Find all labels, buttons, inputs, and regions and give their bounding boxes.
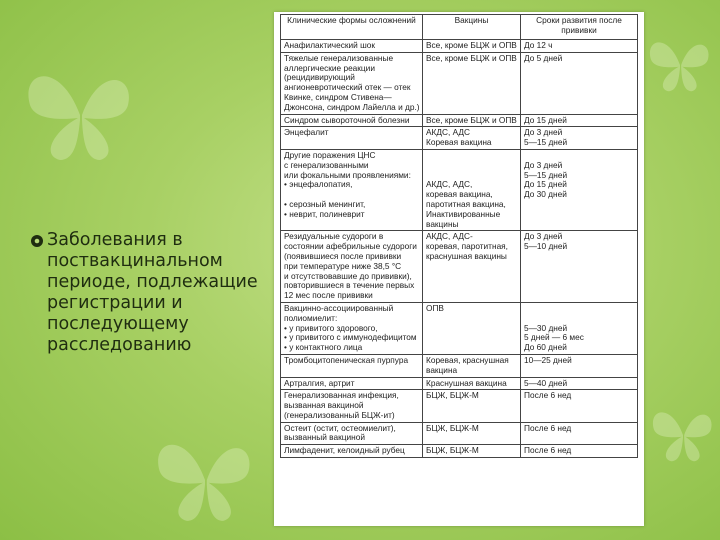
cell-line: Энцефалит bbox=[284, 127, 329, 138]
gear-bullet-icon bbox=[30, 234, 44, 248]
bullet-text-line: расследованию bbox=[47, 335, 192, 355]
cell-vaccine bbox=[423, 354, 521, 377]
table-row bbox=[281, 231, 638, 303]
cell-line: Лимфаденит, келоидный рубец bbox=[284, 445, 405, 456]
cell-line: До 3 дней bbox=[524, 231, 563, 242]
cell-line: и отсутствовавшие до прививки), bbox=[284, 270, 412, 281]
cell-line: при температуре ниже 38,5 °C bbox=[284, 260, 402, 271]
cell-line: (появившиеся после прививки bbox=[284, 250, 402, 261]
cell-line: Остеит (остит, остеомиелит), bbox=[284, 422, 396, 433]
cell-form bbox=[281, 377, 423, 390]
cell-term bbox=[521, 354, 638, 377]
butterfly-decoration-icon bbox=[20, 60, 140, 170]
cell-term bbox=[521, 302, 638, 354]
cell-form bbox=[281, 231, 423, 303]
cell-line: Резидуальные судороги в bbox=[284, 231, 384, 242]
cell-form bbox=[281, 127, 423, 150]
cell-form bbox=[281, 390, 423, 422]
table-header-row bbox=[281, 15, 638, 40]
cell-line: вызванный вакциной bbox=[284, 432, 365, 443]
cell-line: До 15 дней bbox=[524, 179, 567, 190]
header-forms: Клинические формы осложнений bbox=[281, 15, 423, 40]
table-row bbox=[281, 445, 638, 458]
cell-line: Анафилактический шок bbox=[284, 40, 375, 50]
table-row bbox=[281, 390, 638, 422]
cell-line: Квинке, синдром Стивена— bbox=[284, 91, 392, 102]
cell-line: 12 мес после прививки bbox=[284, 290, 373, 301]
cell-line: Тяжелые генерализованные bbox=[284, 52, 394, 63]
cell-line: Коревая вакцина bbox=[426, 137, 492, 148]
cell-line: аллергические реакции bbox=[284, 62, 375, 73]
cell-vaccine bbox=[423, 52, 521, 114]
cell-term bbox=[521, 40, 638, 53]
butterfly-decoration-icon bbox=[645, 30, 715, 100]
cell-line: полиомиелит: bbox=[284, 312, 338, 323]
complications-table bbox=[280, 14, 638, 458]
cell-line: БЦЖ, БЦЖ-М bbox=[426, 422, 479, 433]
cell-line: До 15 дней bbox=[524, 114, 567, 125]
cell-line: АКДС, АДС bbox=[426, 127, 471, 138]
cell-form bbox=[281, 445, 423, 458]
table-row bbox=[281, 127, 638, 150]
cell-line: или фокальными проявлениями: bbox=[284, 169, 411, 180]
cell-line: повторившиеся в течение первых bbox=[284, 280, 415, 291]
cell-form bbox=[281, 52, 423, 114]
cell-line: Артралгия, артрит bbox=[284, 377, 355, 388]
cell-line: Коревая, краснушная bbox=[426, 354, 509, 365]
cell-line: Все, кроме БЦЖ и ОПВ bbox=[426, 52, 517, 63]
header-terms: Сроки развития после прививки bbox=[521, 15, 638, 40]
cell-line: • у привитого здорового, bbox=[284, 322, 378, 333]
cell-line bbox=[426, 151, 517, 161]
cell-line: 5—40 дней bbox=[524, 377, 568, 388]
cell-line: коревая вакцина, bbox=[426, 189, 493, 200]
cell-line: Другие поражения ЦНС bbox=[284, 149, 376, 160]
cell-line: Вакцинно-ассоциированный bbox=[284, 302, 394, 313]
bullet-point bbox=[30, 230, 260, 356]
cell-form bbox=[281, 114, 423, 127]
cell-line: (генерализованный БЦЖ-ит) bbox=[284, 409, 395, 420]
cell-line: АКДС, АДС, bbox=[426, 179, 473, 190]
cell-term bbox=[521, 377, 638, 390]
cell-line: БЦЖ, БЦЖ-М bbox=[426, 445, 479, 456]
cell-term bbox=[521, 52, 638, 114]
cell-line bbox=[524, 304, 634, 314]
table-row bbox=[281, 354, 638, 377]
header-vaccines: Вакцины bbox=[423, 15, 521, 40]
cell-vaccine bbox=[423, 302, 521, 354]
cell-line: 10—25 дней bbox=[524, 354, 572, 365]
bullet-text-line: последующему bbox=[47, 314, 189, 334]
bullet-text-line: регистрации и bbox=[47, 293, 183, 313]
cell-line: 5 дней — 6 мес bbox=[524, 332, 584, 343]
table-row bbox=[281, 40, 638, 53]
cell-line: До 12 ч bbox=[524, 40, 553, 50]
cell-line: До 60 дней bbox=[524, 342, 567, 353]
cell-line: До 5 дней bbox=[524, 52, 563, 63]
table-row bbox=[281, 377, 638, 390]
cell-term bbox=[521, 445, 638, 458]
cell-line: Генерализованная инфекция, bbox=[284, 390, 399, 401]
cell-line: • энцефалопатия, bbox=[284, 179, 353, 190]
scanned-table-page bbox=[274, 12, 644, 526]
cell-line: До 3 дней bbox=[524, 159, 563, 170]
cell-line: • у контактного лица bbox=[284, 342, 363, 353]
cell-line: паротитная вакцина, bbox=[426, 198, 506, 209]
cell-vaccine bbox=[423, 127, 521, 150]
cell-term bbox=[521, 231, 638, 303]
cell-vaccine bbox=[423, 422, 521, 445]
cell-line: краснушная вакцины bbox=[426, 250, 507, 261]
cell-line: ангионевротический отек — отек bbox=[284, 82, 411, 93]
cell-vaccine bbox=[423, 445, 521, 458]
cell-term bbox=[521, 114, 638, 127]
cell-line: БЦЖ, БЦЖ-М bbox=[426, 390, 479, 401]
cell-term bbox=[521, 390, 638, 422]
butterfly-decoration-icon bbox=[648, 400, 718, 470]
cell-line: (рецидивирующий bbox=[284, 72, 355, 83]
cell-vaccine bbox=[423, 149, 521, 230]
cell-line: вакцина bbox=[426, 364, 458, 375]
cell-line: вакцины bbox=[426, 218, 459, 229]
cell-term bbox=[521, 127, 638, 150]
bullet-text bbox=[47, 230, 260, 356]
cell-line: • серозный менингит, bbox=[284, 198, 366, 209]
cell-line: • неврит, полиневрит bbox=[284, 208, 365, 219]
cell-line: вызванная вакциной bbox=[284, 400, 364, 411]
cell-line: коревая, паротитная, bbox=[426, 241, 508, 252]
cell-line: 5—30 дней bbox=[524, 322, 568, 333]
bullet-text-line: периоде, подлежащие bbox=[47, 272, 258, 292]
cell-line: ОПВ bbox=[426, 302, 444, 313]
butterfly-decoration-icon bbox=[150, 430, 260, 530]
cell-line: Синдром сывороточной болезни bbox=[284, 114, 410, 125]
cell-line: состоянии афебрильные судороги bbox=[284, 241, 417, 252]
cell-line: До 3 дней bbox=[524, 127, 563, 138]
cell-line: Джонсона, синдром Лайелла и др.) bbox=[284, 101, 420, 112]
cell-line: После 6 нед bbox=[524, 422, 572, 433]
cell-vaccine bbox=[423, 231, 521, 303]
cell-line: 5—10 дней bbox=[524, 241, 568, 252]
table-row bbox=[281, 52, 638, 114]
bullet-text-line: Заболевания в bbox=[47, 230, 183, 250]
cell-line: • у привитого с иммунодефицитом bbox=[284, 332, 417, 343]
cell-form bbox=[281, 302, 423, 354]
cell-line: Все, кроме БЦЖ и ОПВ bbox=[426, 40, 517, 50]
cell-line bbox=[426, 161, 517, 171]
cell-line: 5—15 дней bbox=[524, 137, 568, 148]
bullet-text-line: поствакцинальном bbox=[47, 251, 223, 271]
cell-line: АКДС, АДС- bbox=[426, 231, 473, 242]
cell-line: Краснушная вакцина bbox=[426, 377, 507, 388]
table-row bbox=[281, 422, 638, 445]
cell-line: После 6 нед bbox=[524, 445, 572, 456]
cell-line: 5—15 дней bbox=[524, 169, 568, 180]
table-row bbox=[281, 302, 638, 354]
cell-line: с генерализованными bbox=[284, 159, 369, 170]
cell-form bbox=[281, 40, 423, 53]
cell-vaccine bbox=[423, 114, 521, 127]
cell-line: Все, кроме БЦЖ и ОПВ bbox=[426, 114, 517, 125]
cell-term bbox=[521, 149, 638, 230]
cell-line: После 6 нед bbox=[524, 390, 572, 401]
table-row bbox=[281, 149, 638, 230]
cell-form bbox=[281, 422, 423, 445]
cell-vaccine bbox=[423, 40, 521, 53]
cell-term bbox=[521, 422, 638, 445]
cell-line: До 30 дней bbox=[524, 189, 567, 200]
cell-form bbox=[281, 354, 423, 377]
cell-line: Тромбоцитопеническая пурпура bbox=[284, 354, 409, 365]
cell-vaccine bbox=[423, 377, 521, 390]
cell-vaccine bbox=[423, 390, 521, 422]
table-row bbox=[281, 114, 638, 127]
cell-form bbox=[281, 149, 423, 230]
cell-line: Инактивированные bbox=[426, 208, 501, 219]
